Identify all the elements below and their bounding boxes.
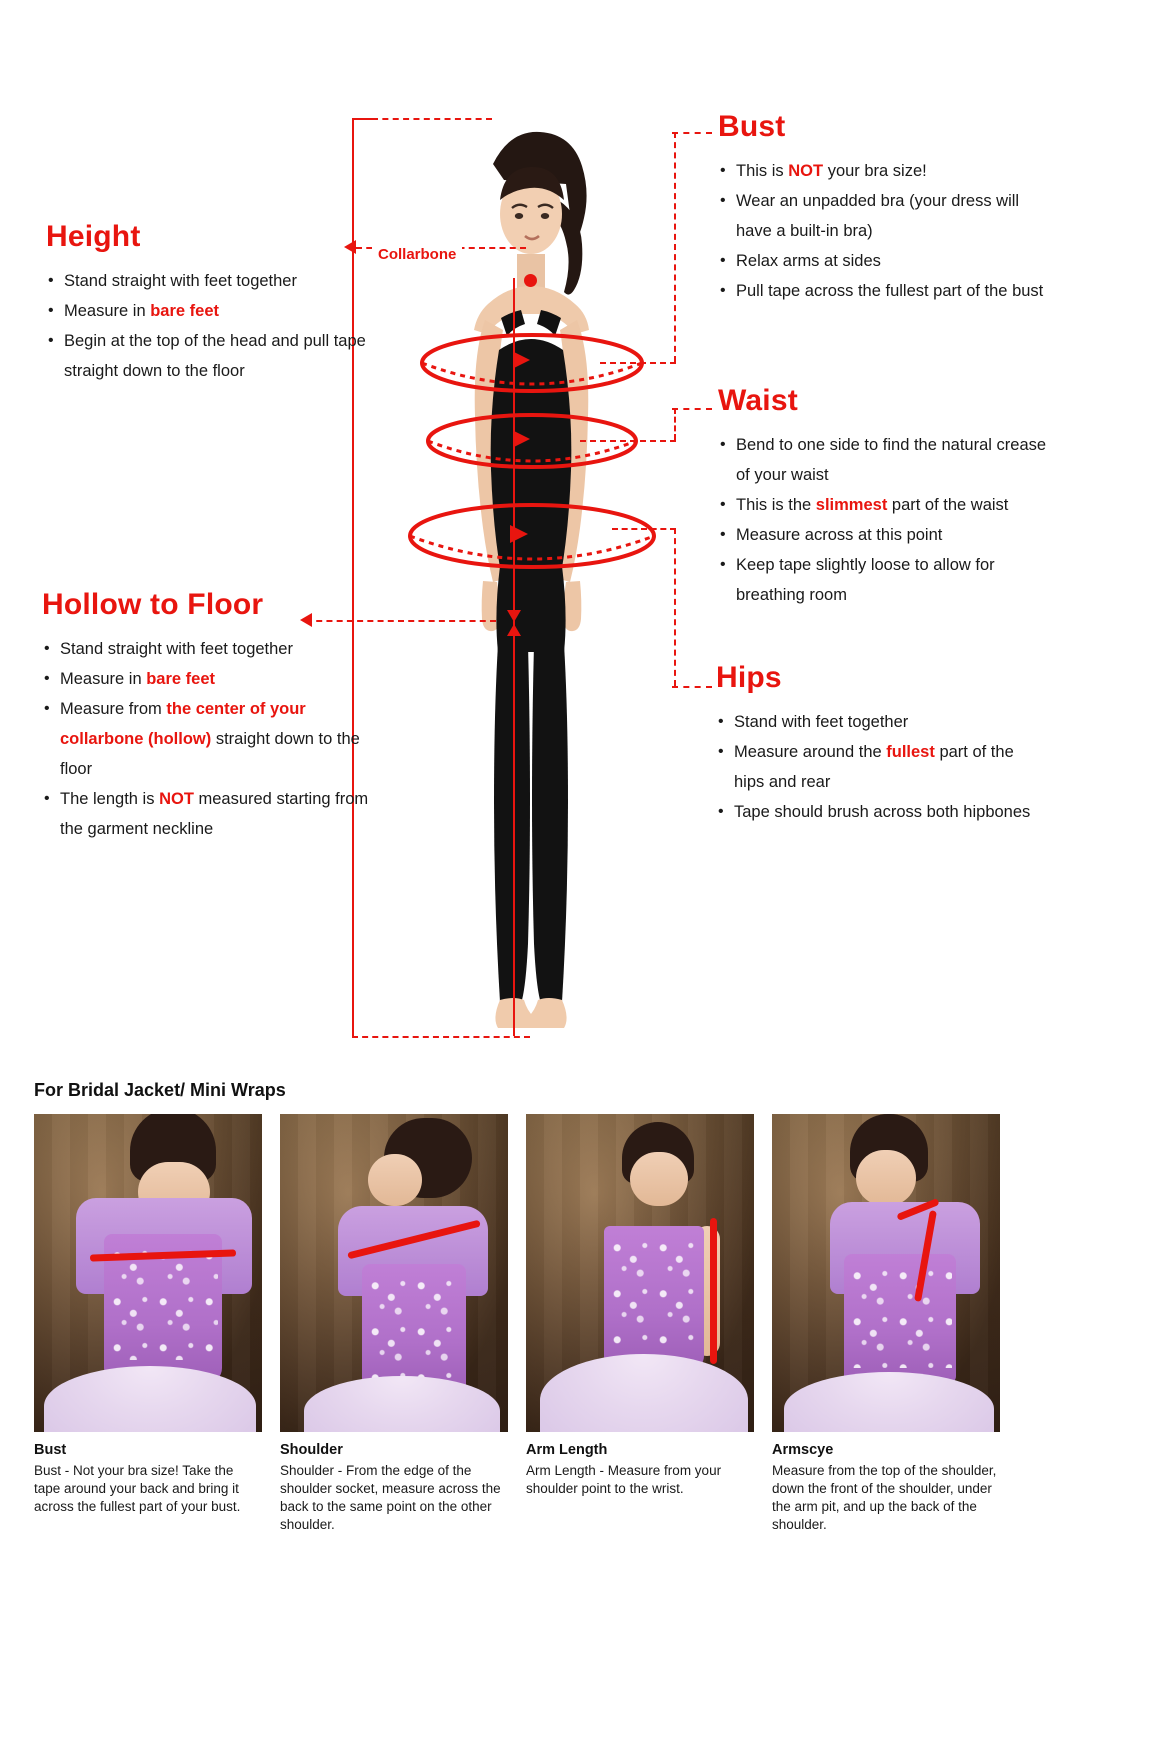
skin-shape xyxy=(856,1150,916,1206)
section-hips-title: Hips xyxy=(716,661,782,694)
waist-connector-horizontal xyxy=(580,440,676,442)
list-item: • Pull tape across the fullest part of the bust xyxy=(718,276,1048,306)
waist-connector-vertical xyxy=(674,408,676,440)
card-armscye-heading: Armscye xyxy=(772,1442,834,1458)
list-item: • Measure in bare feet xyxy=(46,296,366,326)
arm-length-measure-line xyxy=(710,1218,717,1364)
bust-connector-vertical xyxy=(674,132,676,362)
hips-title-dash xyxy=(672,686,712,688)
skin-shape xyxy=(630,1152,688,1206)
list-item: • Tape should brush across both hipbones xyxy=(716,797,1046,827)
card-arm-length-heading: Arm Length xyxy=(526,1442,608,1458)
card-shoulder-image xyxy=(280,1114,508,1432)
section-waist xyxy=(718,386,1048,610)
bridal-jacket-cards xyxy=(34,1114,1138,1534)
list-item: • Wear an unpadded bra (your dress will have a built-in bra) xyxy=(718,186,1048,246)
card-shoulder xyxy=(280,1114,508,1534)
bust-connector-horizontal xyxy=(600,362,676,364)
section-hollow-title: Hollow to Floor xyxy=(42,588,264,621)
list-item: • Keep tape slightly loose to allow for breathing room xyxy=(718,550,1048,610)
list-item: • Begin at the top of the head and pull tape straight down to the floor xyxy=(46,326,366,386)
section-waist-bullets xyxy=(718,430,1048,610)
list-item: • Measure around the fullest part of the hips and rear xyxy=(716,737,1046,797)
card-armscye-text: Measure from the top of the shoulder, down the front of the shoulder, under the arm pit, and up the back of the shoulder. xyxy=(772,1463,997,1532)
model-figure xyxy=(380,104,680,1044)
bust-title-dash xyxy=(672,132,712,134)
card-bust xyxy=(34,1114,262,1534)
card-armscye xyxy=(772,1114,1000,1534)
card-bust-text: Bust - Not your bra size! Take the tape around your back and bring it across the fullest part of your bust. xyxy=(34,1463,241,1514)
list-item: • Measure across at this point xyxy=(718,520,1048,550)
card-arm-length xyxy=(526,1114,754,1534)
list-item: • Stand with feet together xyxy=(716,707,1046,737)
hips-connector-vertical xyxy=(674,528,676,686)
card-bust-image xyxy=(34,1114,262,1432)
card-shoulder-heading: Shoulder xyxy=(280,1442,343,1458)
section-height-title: Height xyxy=(46,220,141,253)
section-hollow-to-floor xyxy=(42,590,382,844)
skin-shape xyxy=(368,1154,422,1206)
bridal-jacket-title: For Bridal Jacket/ Mini Wraps xyxy=(34,1080,286,1100)
height-bottom-dashline xyxy=(352,1036,530,1038)
collarbone-label: Collarbone xyxy=(372,246,462,263)
list-item: • Stand straight with feet together xyxy=(42,634,382,664)
section-bust-bullets xyxy=(718,156,1048,306)
lace-pattern xyxy=(608,1234,700,1344)
hips-measure-ellipse xyxy=(406,500,658,572)
card-armscye-image xyxy=(772,1114,1000,1432)
hips-connector-horizontal xyxy=(612,528,676,530)
waist-title-dash xyxy=(672,408,712,410)
lace-pattern xyxy=(848,1262,952,1368)
card-bust-heading: Bust xyxy=(34,1442,67,1458)
list-item: • The length is NOT measured starting from the garment neckline xyxy=(42,784,382,844)
section-waist-title: Waist xyxy=(718,384,798,417)
collarbone-point xyxy=(524,274,537,287)
card-arm-length-image xyxy=(526,1114,754,1432)
section-height xyxy=(46,222,366,386)
hollow-arrow-down-icon xyxy=(507,610,521,622)
section-hips-bullets xyxy=(716,707,1046,827)
section-hips xyxy=(716,663,1046,827)
list-item: • Measure in bare feet xyxy=(42,664,382,694)
lace-pattern xyxy=(366,1272,462,1378)
section-height-bullets xyxy=(46,266,366,386)
list-item: • Bend to one side to find the natural crease of your waist xyxy=(718,430,1048,490)
section-hollow-bullets xyxy=(42,634,382,844)
list-item: • This is NOT your bra size! xyxy=(718,156,1048,186)
section-bust-title: Bust xyxy=(718,110,786,143)
list-item: • Measure from the center of your collarbone (hollow) straight down to the floor xyxy=(42,694,382,784)
hollow-to-floor-line xyxy=(513,278,515,1036)
model-illustration xyxy=(380,104,680,1044)
hollow-arrow-up-icon xyxy=(507,624,521,636)
card-shoulder-text: Shoulder - From the edge of the shoulder socket, measure across the back to the same point on the other shoulder. xyxy=(280,1463,501,1532)
list-item: • Stand straight with feet together xyxy=(46,266,366,296)
list-item: • Relax arms at sides xyxy=(718,246,1048,276)
card-arm-length-text: Arm Length - Measure from your shoulder point to the wrist. xyxy=(526,1463,722,1496)
section-bust xyxy=(718,112,1048,306)
height-top-dashline xyxy=(372,118,492,120)
list-item: • This is the slimmest part of the waist xyxy=(718,490,1048,520)
